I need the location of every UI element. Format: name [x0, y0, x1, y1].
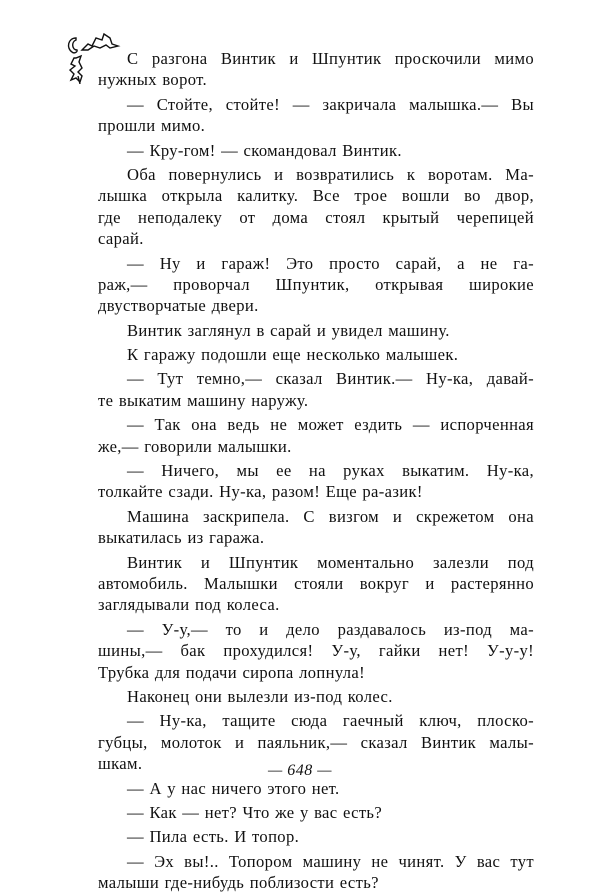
- text-line: двустворчатые двери.: [98, 296, 259, 316]
- text-line: — У-у,— то и дело раздавалось из-под ма-: [127, 619, 534, 639]
- text-line: — Эх вы!.. Топором машину не чинят. У вас тут: [127, 851, 534, 871]
- text-line: толкайте сзади. Ну-ка, разом! Еще ра-азик!: [98, 482, 423, 502]
- text-line: малыши где-нибудь поблизости есть?: [98, 873, 379, 893]
- text-line: Винтик заглянул в сарай и увидел машину.: [127, 320, 450, 340]
- text-line: заглядывали под колеса.: [98, 595, 280, 615]
- text-line: где неподалеку от дома стоял крытый черепицей: [98, 207, 534, 227]
- text-line: — Ну и гараж! Это просто сарай, а не га-: [127, 253, 534, 273]
- text-line: Машина заскрипела. С визгом и скрежетом она: [127, 506, 534, 526]
- text-line: С разгона Винтик и Шпунтик проскочили мимо: [127, 49, 534, 68]
- text-line: — Кру-гом! — скомандовал Винтик.: [127, 140, 402, 160]
- text-line: Трубка для подачи сиропа лопнула!: [98, 662, 366, 682]
- text-line: — А у нас ничего этого нет.: [127, 778, 340, 798]
- text-line: губцы, молоток и паяльник,— сказал Винтик малы-: [98, 732, 534, 752]
- text-line: те выкатим машину наружу.: [98, 390, 309, 410]
- text-line: шины,— бак прохудился! У-у, гайки нет! У-у-у!: [98, 641, 534, 661]
- text-line: Оба повернулись и возвратились к воротам. Ма-: [127, 164, 534, 184]
- text-line: Винтик и Шпунтик моментально залезли под: [127, 552, 534, 572]
- text-line: нужных ворот.: [98, 70, 207, 90]
- text-line: — Так она ведь не может ездить — испорченная: [127, 415, 534, 435]
- text-line: лышка открыла калитку. Все трое вошли во двор,: [98, 186, 534, 206]
- text-line: сарай.: [98, 229, 144, 249]
- text-line: — Как — нет? Что же у вас есть?: [127, 802, 383, 822]
- text-line: прошли мимо.: [98, 116, 206, 136]
- text-line: — Стойте, стойте! — закричала малышка.— Вы: [127, 94, 534, 114]
- page-number: — 648 —: [268, 762, 332, 779]
- text-line: — Ну-ка, тащите сюда гаечный ключ, плоско-: [127, 711, 534, 731]
- text-line: — Тут темно,— сказал Винтик.— Ну-ка, давай-: [127, 369, 534, 389]
- text-line: К гаражу подошли еще несколько малышек.: [127, 345, 459, 365]
- text-line: же,— говорили малышки.: [98, 436, 292, 456]
- text-line: выкатилась из гаража.: [98, 528, 265, 548]
- text-line: — Ничего, мы ее на руках выкатим. Ну-ка,: [127, 461, 534, 481]
- text-line: Наконец они вылезли из-под колес.: [127, 686, 393, 706]
- text-line: раж,— проворчал Шпунтик, открывая широкие: [98, 274, 534, 294]
- text-line: шкам.: [98, 754, 143, 774]
- text-line: автомобиль. Малышки стояли вокруг и растерянно: [98, 573, 534, 593]
- text-line: — Пила есть. И топор.: [127, 827, 300, 847]
